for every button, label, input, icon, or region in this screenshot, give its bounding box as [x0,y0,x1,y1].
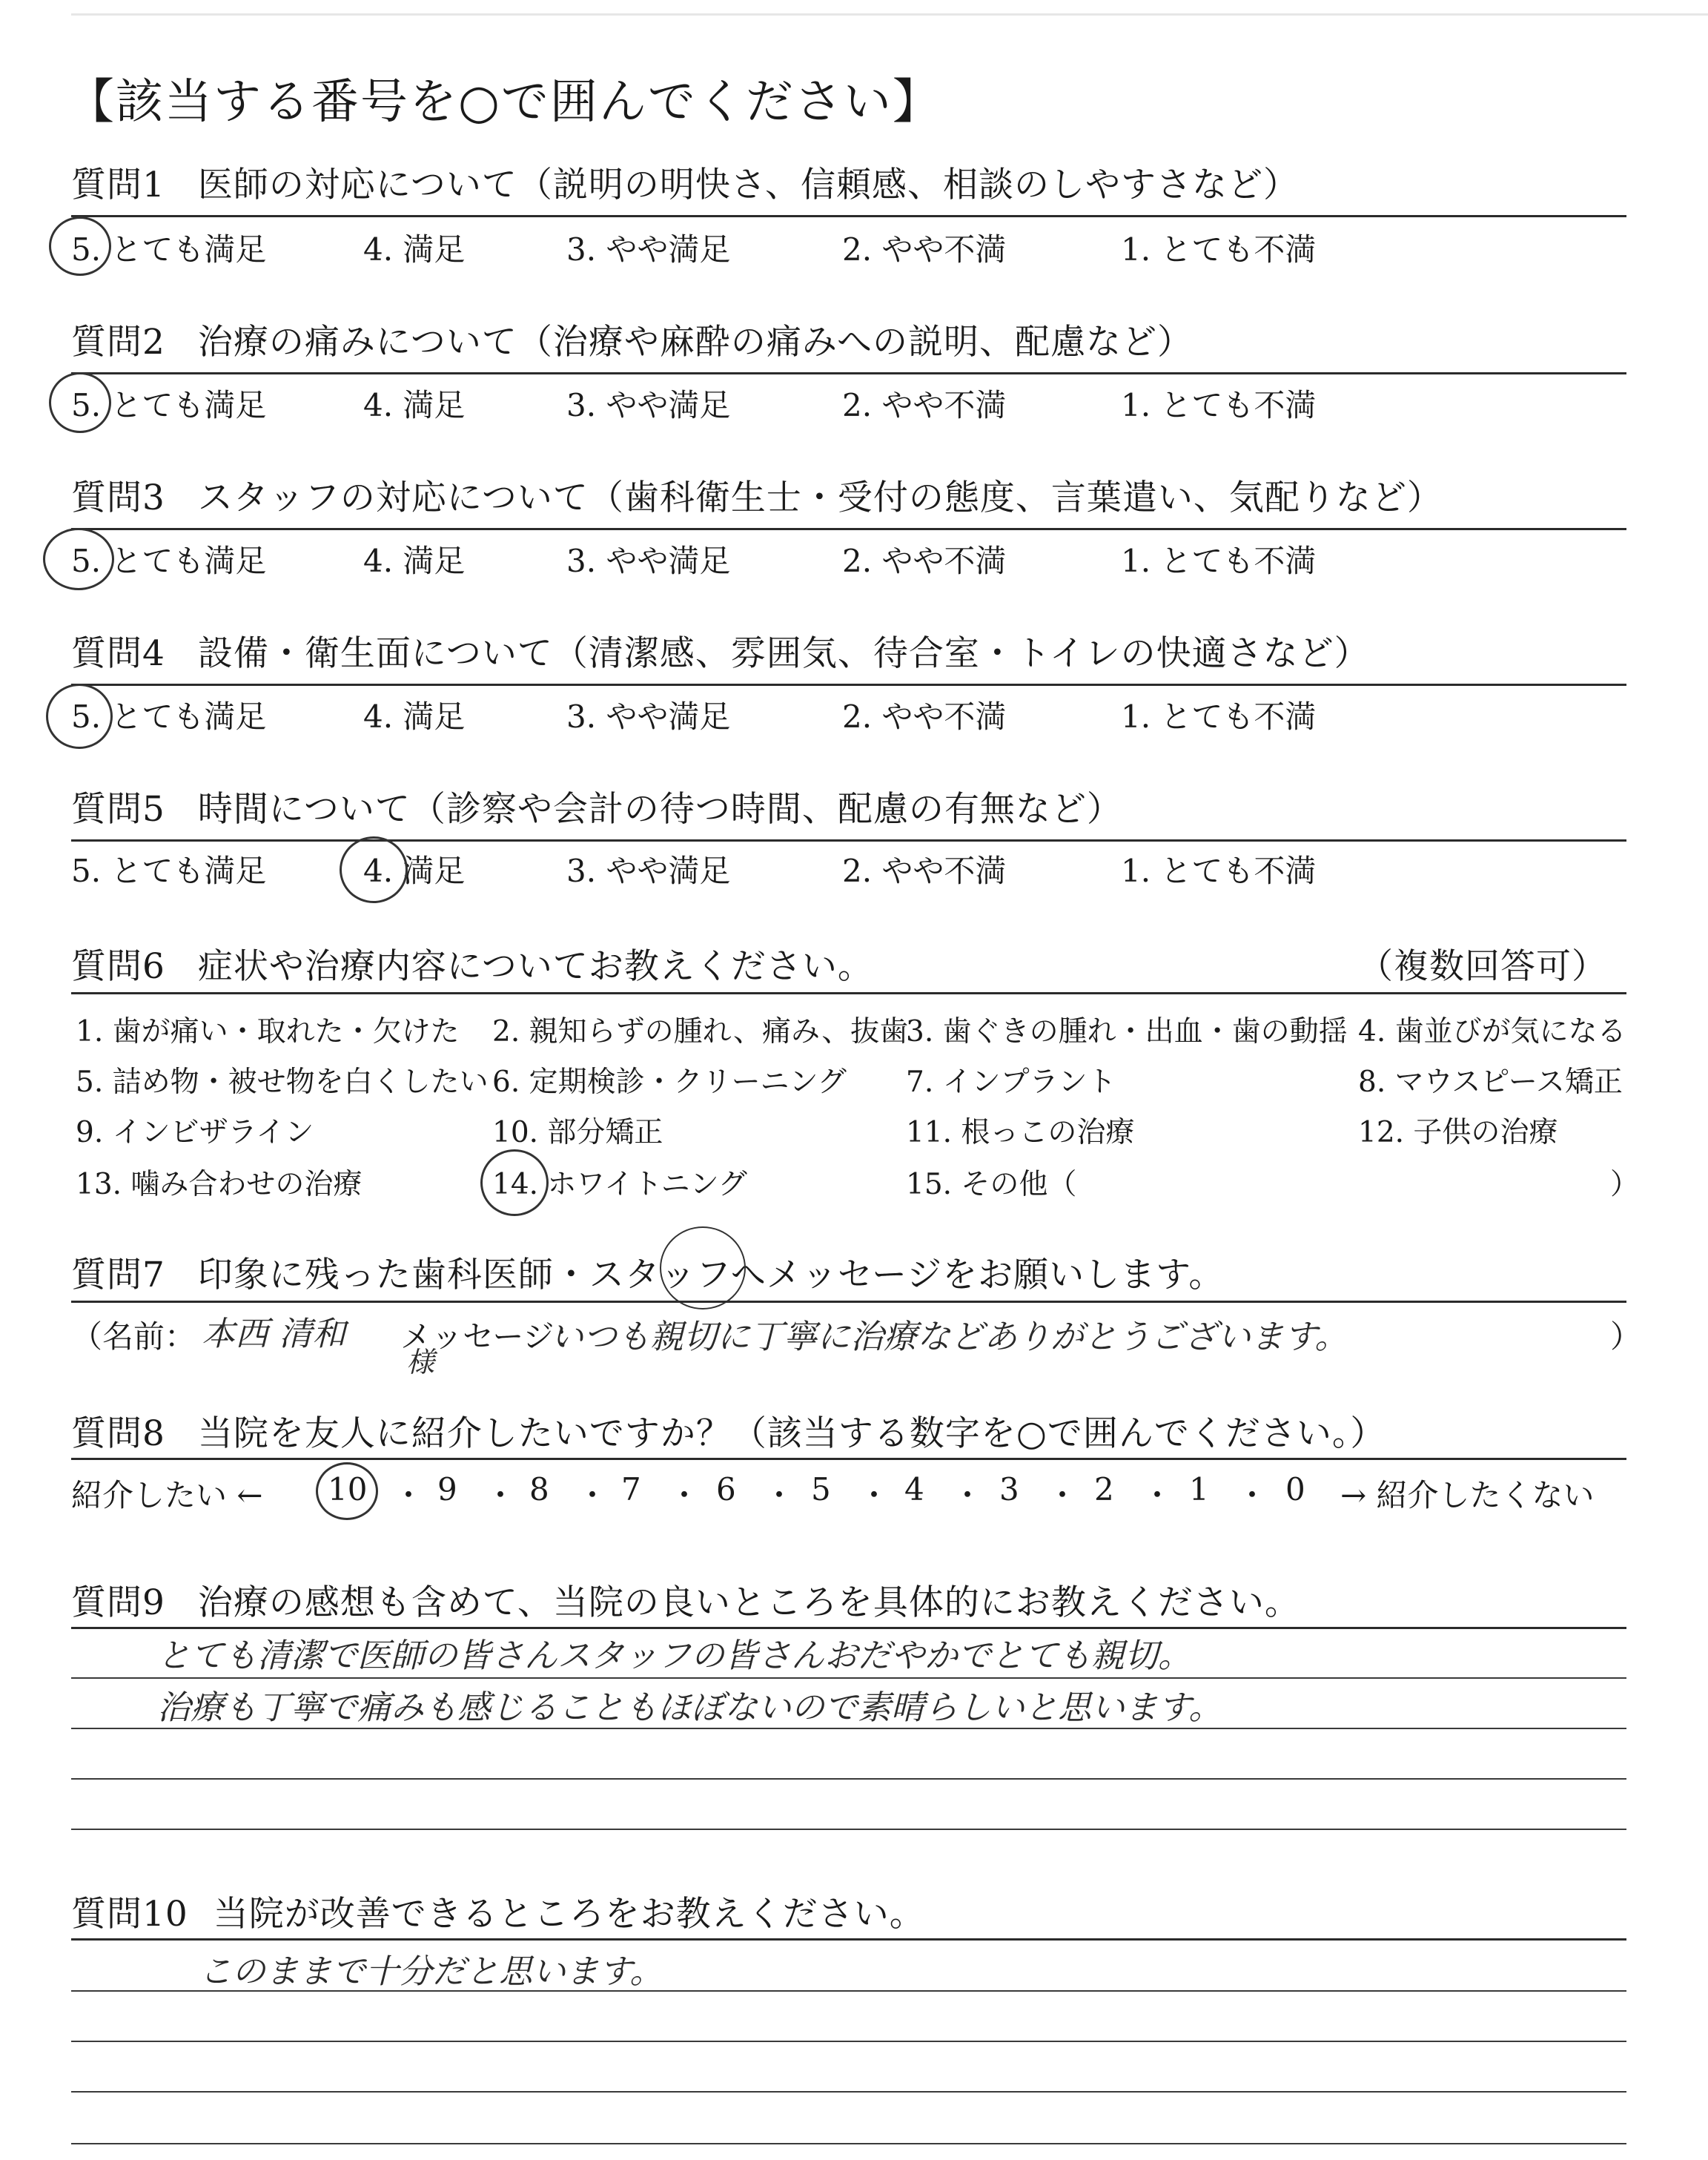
rating-option-2[interactable]: 2. やや不満 [842,698,1007,735]
question-text: 治療の痛みについて（治療や麻酔の痛みへの説明、配慮など） [197,322,1193,363]
question-text: 医師の対応について（説明の明快さ、信頼感、相談のしやすさなど） [197,165,1300,205]
question-label: 質問9 [71,1582,165,1623]
question-8 [71,1406,1386,1456]
symptom-option[interactable]: 14. ホワイトニング [492,1168,747,1201]
question-label: 質問1 [71,165,165,205]
rating-option-4[interactable]: 4. 満足 [363,698,466,735]
rating-option-3[interactable]: 3. やや満足 [566,853,731,889]
rating-option-1[interactable]: 1. とても不満 [1121,543,1317,579]
divider [71,684,1626,686]
multiple-answer-note: （複数回答可） [1358,946,1607,987]
question-text: 当院が改善できるところをお教えください。 [213,1894,925,1935]
scale-separator: ・ [1142,1477,1174,1513]
scale-value-6[interactable]: 6 [716,1471,736,1507]
scale-separator: ・ [858,1477,890,1513]
question-text: 印象に残った歯科医師・スタッフへメッセージをお願いします。 [197,1255,1225,1295]
question-1 [71,157,1299,207]
divider [71,215,1626,217]
question-9 [71,1575,1300,1625]
question-label: 質問4 [71,633,165,674]
scale-separator: ・ [1237,1477,1268,1513]
question-text: 設備・衛生面について（清潔感、雰囲気、待合室・トイレの快適さなど） [197,633,1370,674]
rating-option-4[interactable]: 4. 満足 [363,543,466,579]
rating-option-5[interactable]: 5. とても満足 [71,853,267,889]
divider [71,992,1626,994]
selection-circle [46,684,113,749]
answer-line[interactable]: このままで十分だと思います。 [199,1952,663,1991]
scale-value-8[interactable]: 8 [529,1471,549,1507]
question-label: 質問7 [71,1255,165,1295]
divider [71,372,1626,374]
scale-separator: ・ [1047,1477,1079,1513]
symptom-option[interactable]: 11. 根っこの治療 [906,1116,1135,1149]
scale-separator: ・ [577,1477,609,1513]
rating-option-4[interactable]: 4. 満足 [363,387,466,423]
symptom-option[interactable]: 4. 歯並びが気になる [1358,1015,1626,1048]
scale-value-4[interactable]: 4 [904,1471,924,1507]
scale-value-0[interactable]: 0 [1285,1471,1305,1507]
symptom-option[interactable]: 12. 子供の治療 [1358,1116,1558,1149]
question-label: 質問5 [71,789,165,830]
scale-value-7[interactable]: 7 [621,1471,641,1507]
rating-option-3[interactable]: 3. やや満足 [566,231,731,268]
writing-line [71,1778,1626,1780]
divider [71,839,1626,842]
symptom-option[interactable]: 5. 詰め物・被せ物を白くしたい [76,1066,489,1099]
scale-value-9[interactable]: 9 [437,1471,457,1507]
rating-option-1[interactable]: 1. とても不満 [1121,698,1317,735]
symptom-option[interactable]: 6. 定期検診・クリーニング [492,1066,847,1099]
scale-separator: ・ [669,1477,701,1513]
divider [71,1458,1626,1460]
question-2 [71,314,1193,364]
question-label: 質問8 [71,1413,165,1454]
symptom-option[interactable]: 1. 歯が痛い・取れた・欠けた [76,1015,460,1048]
symptom-option[interactable]: 9. インビザライン [76,1116,314,1149]
question-3 [71,470,1443,520]
question-text: 当院を友人に紹介したいですか？（該当する数字を○で囲んでください。） [197,1413,1386,1454]
question-text: 症状や治療内容についてお教えください。 [197,946,873,987]
answer-line[interactable]: とても清潔で医師の皆さんスタッフの皆さんおだやかでとても親切。 [157,1636,1192,1675]
close-paren: ） [1610,1318,1642,1355]
scale-separator: ・ [764,1477,795,1513]
name-value[interactable]: 本西 清和 [202,1314,346,1353]
rating-option-1[interactable]: 1. とても不満 [1121,231,1317,268]
scale-right-label: → 紹介したくない [1340,1477,1595,1513]
stray-circle-mark [660,1226,746,1309]
scale-value-3[interactable]: 3 [999,1471,1019,1507]
symptom-option[interactable]: 2. 親知らずの腫れ、痛み、抜歯 [492,1015,909,1048]
selection-circle [316,1462,378,1520]
scale-separator: ・ [393,1477,425,1513]
symptom-option[interactable]: 3. 歯ぐきの腫れ・出血・歯の動揺 [906,1015,1348,1048]
question-5 [71,782,1122,831]
rating-option-1[interactable]: 1. とても不満 [1121,853,1317,889]
rating-option-2[interactable]: 2. やや不満 [842,387,1007,423]
selection-circle [340,836,408,903]
question-text: 時間について（診察や会計の待つ時間、配慮の有無など） [197,789,1122,830]
question-label: 質問6 [71,946,165,987]
scale-separator: ・ [952,1477,984,1513]
rating-option-4[interactable]: 4. 満足 [363,231,466,268]
writing-line [71,2041,1626,2042]
scale-value-10[interactable]: 10 [328,1471,368,1507]
scale-value-5[interactable]: 5 [811,1471,831,1507]
symptom-option[interactable]: 13. 噛み合わせの治療 [76,1168,363,1201]
scale-value-2[interactable]: 2 [1094,1471,1114,1507]
divider [71,1301,1626,1303]
rating-option-4[interactable]: 4. 満足 [363,853,466,889]
symptom-option[interactable]: 15. その他（ [906,1168,1077,1201]
selection-circle [480,1149,549,1216]
symptom-option[interactable]: 7. インプラント [906,1066,1116,1099]
selection-circle [43,528,114,590]
rating-option-5[interactable]: 5. とても満足 [71,387,267,423]
question-label: 質問2 [71,322,165,363]
selection-circle [49,217,111,276]
rating-option-3[interactable]: 3. やや満足 [566,543,731,579]
writing-line [71,2091,1626,2093]
question-text: 治療の感想も含めて、当院の良いところを具体的にお教えください。 [197,1582,1300,1623]
question-7 [71,1247,1224,1297]
rating-option-2[interactable]: 2. やや不満 [842,231,1007,268]
divider [71,528,1626,530]
question-4 [71,626,1370,676]
scale-left-label: 紹介したい ← [71,1477,263,1513]
page-title: 【該当する番号を○で囲んでください】 [67,75,941,130]
writing-line [71,2143,1626,2144]
rating-option-5[interactable]: 5. とても満足 [71,231,267,268]
rating-option-2[interactable]: 2. やや不満 [842,543,1007,579]
message-value[interactable]: いつも親切に丁寧に治療などありがとうございます。 [550,1317,1348,1356]
writing-line [71,1677,1626,1679]
answer-line[interactable]: 治療も丁寧で痛みも感じることもほぼないので素晴らしいと思います。 [157,1688,1222,1727]
rating-option-1[interactable]: 1. とても不満 [1121,387,1317,423]
name-prefix: （名前： [71,1318,196,1355]
question-text: スタッフの対応について（歯科衛生士・受付の態度、言葉遣い、気配りなど） [197,478,1443,518]
writing-line [71,1829,1626,1830]
message-label: メッセージ： [400,1318,586,1355]
divider [71,1938,1626,1941]
rating-option-5[interactable]: 5. とても満足 [71,543,267,579]
close-paren: ） [1610,1168,1640,1201]
rating-option-3[interactable]: 3. やや満足 [566,387,731,423]
rating-option-3[interactable]: 3. やや満足 [566,698,731,735]
symptom-option[interactable]: 10. 部分矯正 [492,1116,663,1149]
scale-value-1[interactable]: 1 [1189,1471,1209,1507]
honorific: 様 [406,1346,435,1378]
scale-separator: ・ [485,1477,517,1513]
rating-option-2[interactable]: 2. やや不満 [842,853,1007,889]
symptom-option[interactable]: 8. マウスピース矯正 [1358,1066,1623,1099]
rating-option-5[interactable]: 5. とても満足 [71,698,267,735]
question-label: 質問10 [71,1894,188,1935]
question-6 [71,939,873,988]
selection-circle [49,372,111,433]
question-label: 質問3 [71,478,165,518]
top-border [71,13,1708,16]
question-10 [71,1886,925,1936]
